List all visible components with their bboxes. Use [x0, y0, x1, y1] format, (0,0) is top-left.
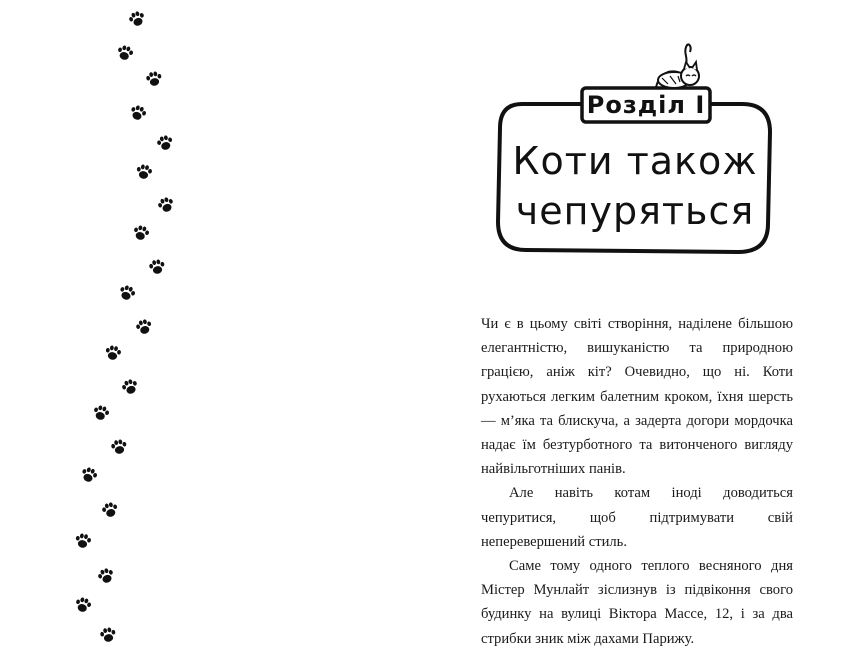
paw-print-icon — [125, 7, 148, 30]
paragraph-3: Саме тому одного теплого весняного дня Містер Мунлайт зіслизнув із підвіконня свого будинку на вулиці Віктора Массе, 12, і за два стрибки зник між дахами Парижу. — [481, 558, 793, 647]
paw-print-icon — [72, 594, 94, 616]
paw-print-icon — [130, 222, 152, 244]
paw-print-icon — [90, 402, 112, 424]
paw-print-icon — [126, 101, 149, 124]
paw-print-icon — [103, 343, 124, 364]
chapter-body-text — [481, 312, 793, 651]
paw-print-icon — [73, 531, 94, 552]
paragraph-1: Чи є в цьому світі створіння, наділене більшою елегантністю, вишуканістю та природною грацією, аніж кіт? Очевидно, що ні. Коти рухаються легким балетним кроком, їхня шерсть — м’яка та блискуча, а задерта догори мордочка надає їм безтурботного та витонченого вигляду найвільготніших панів. — [481, 316, 793, 478]
chapter-label: Розділ І — [586, 91, 706, 119]
paw-print-icon — [118, 375, 141, 398]
paw-print-icon — [77, 463, 100, 486]
paw-print-icon — [115, 281, 138, 304]
paw-print-icon — [147, 257, 168, 278]
paw-print-icon — [144, 69, 165, 90]
paw-print-icon — [154, 193, 177, 216]
cat-on-frame-icon — [648, 40, 708, 92]
chapter-title — [500, 136, 770, 236]
paw-print-icon — [133, 316, 155, 338]
chapter-title-line-1: Коти також — [512, 139, 758, 183]
paw-print-icon — [94, 564, 117, 587]
paw-print-icon — [114, 42, 136, 64]
paw-print-icon — [109, 437, 130, 458]
paw-print-icon — [154, 132, 176, 154]
paw-print-icon — [98, 625, 119, 646]
left-page — [0, 0, 422, 650]
paw-print-icon — [134, 162, 155, 183]
chapter-title-line-2: чепуряться — [515, 189, 755, 233]
paragraph-2: Але навіть котам іноді доводиться чепуритися, щоб підтримувати свій неперевершений стиль. — [481, 485, 793, 550]
paw-print-icon — [99, 499, 121, 521]
